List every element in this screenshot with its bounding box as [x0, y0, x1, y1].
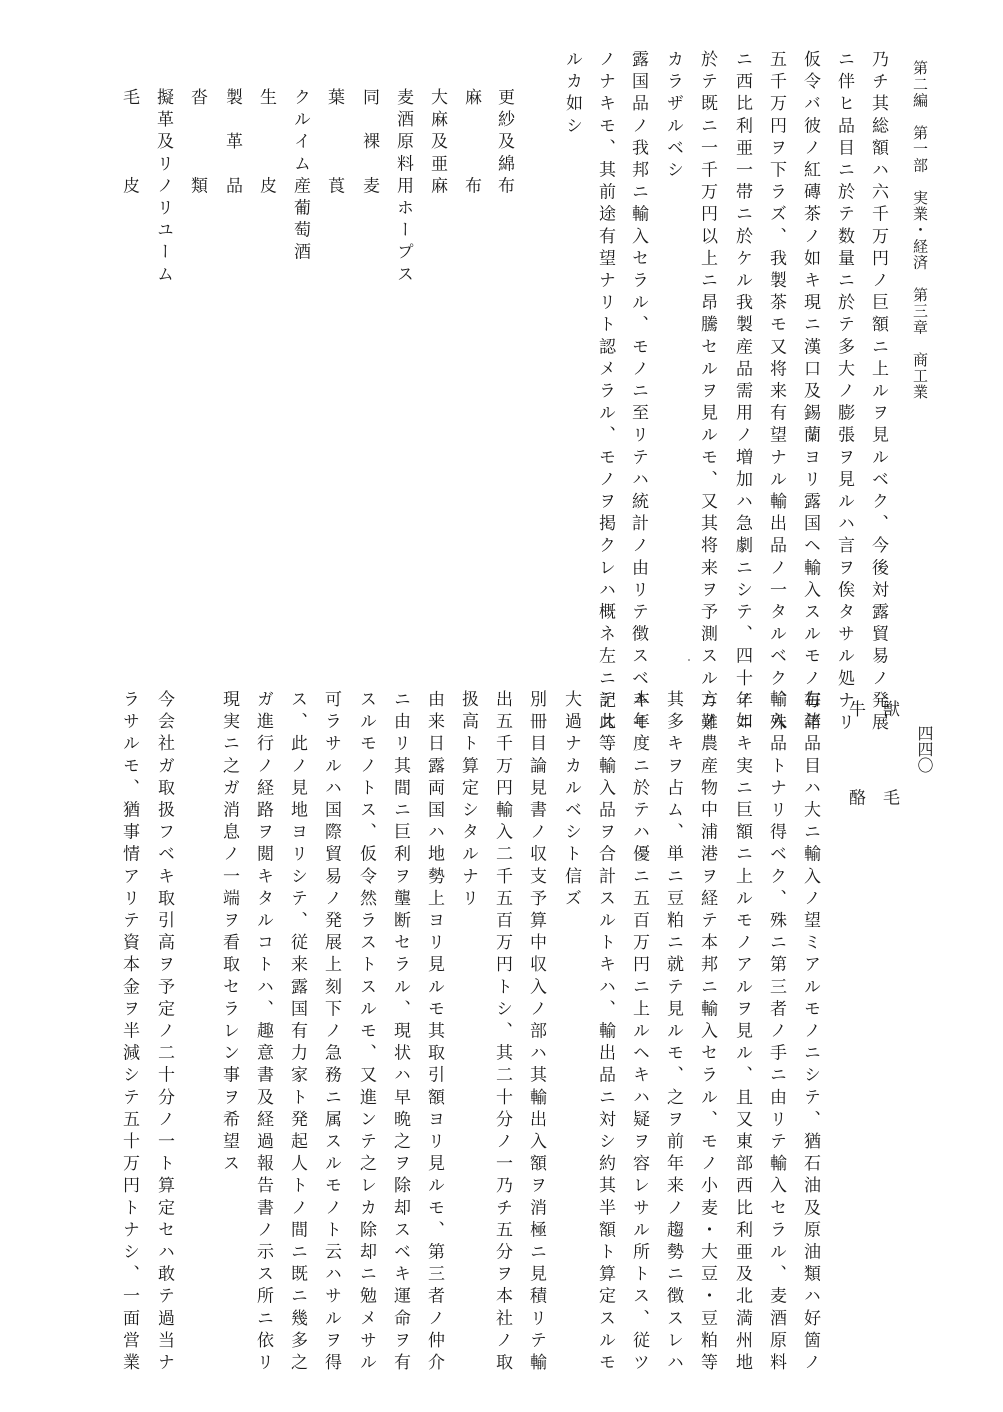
text-column: 五千万円ヲ下ラズ、我製茶モ又将来有望ナル輸出品ノ一タルベク、殊: [766, 50, 786, 736]
import-item: 同 裸 麦: [359, 88, 379, 199]
import-item: 生 皮: [256, 88, 276, 199]
text-column: テ此等輸入品ヲ合計スルトキハ、輸出品ニ対シ約其半額ト算定スルモ: [595, 690, 615, 1376]
text-column: 大過ナカルベシト信ズ: [561, 690, 581, 911]
text-column: ルカ如シ: [562, 50, 582, 139]
import-item: 獣 毛: [879, 700, 899, 811]
import-item: 麻 布: [461, 88, 481, 199]
text-column: 本年度ニ於テハ優ニ五百万円ニ上ルヘキハ疑ヲ容レサル所トス、従ツ: [629, 690, 649, 1376]
import-item: 更紗及綿布: [494, 88, 514, 199]
import-item: 葉 莨: [324, 88, 344, 199]
import-item: 沓 類: [187, 88, 207, 199]
running-header: [912, 60, 927, 400]
page-number: 四四〇: [915, 725, 934, 773]
import-item: 麦酒原料用ホープス: [393, 88, 413, 287]
text-column: 今会社ガ取扱フベキ取引高ヲ予定ノ二十分ノ一ト算定セハ敢テ過当ナ: [154, 690, 174, 1376]
import-item: 擬革及リノリユーム: [153, 88, 173, 287]
text-column: 右諸品目ハ大ニ輸入ノ望ミアルモノニシテ、猶石油及原油類ハ好箇ノ: [800, 690, 820, 1376]
import-item: 製 革 品: [222, 88, 242, 199]
text-column: 輸入品トナリ得ベク、殊ニ第三者ノ手ニ由リテ輸入セラル、麦酒原料: [766, 690, 786, 1376]
text-column: 別冊目論見書ノ収支予算中収入ノ部ハ其輸出入額ヲ消極ニ見積リテ輸: [526, 690, 546, 1376]
text-column: ニ西比利亜一帯ニ於ケル我製産品需用ノ増加ハ急劇ニシテ、四十年ニ: [732, 50, 752, 736]
text-column: 現実ニ之ガ消息ノ一端ヲ看取セラレン事ヲ希望ス: [219, 690, 239, 1177]
import-item: 毛 皮: [119, 88, 139, 199]
text-column: ノナキモ、其前途有望ナリト認メラル、モノヲ掲クレハ概ネ左ニ記ス: [595, 50, 615, 736]
text-column: 可ラサルハ国際貿易ノ発展上刻下ノ急務ニ属スルモノト云ハサルヲ得: [321, 690, 341, 1376]
text-column: 其多キヲ占ム、単ニ豆粕ニ就テ見ルモ、之ヲ前年来ノ趨勢ニ徴スレハ: [663, 690, 683, 1376]
text-column: ス、此ノ見地ヨリシテ、従来露国有力家ト発起人トノ間ニ既ニ幾多之: [287, 690, 307, 1376]
import-item: 牛 酪: [845, 700, 865, 811]
text-column: ニ伴ヒ品目ニ於テ数量ニ於テ多大ノ膨張ヲ見ルハ言ヲ俟タサル処ナリ: [834, 50, 854, 736]
text-column: 方ノ農産物中浦港ヲ経テ本邦ニ輸入セラル、モノ小麦・大豆・豆粕等: [697, 690, 717, 1376]
running-title: 第二編 第一部 実業・経済 第三章 商工業: [911, 60, 929, 401]
speck: [688, 659, 690, 661]
text-column: ノ如キ実ニ巨額ニ上ルモノアルヲ見ル、且又東部西比利亜及北満州地: [732, 690, 752, 1376]
text-column: 出五千万円輸入二千五百万円トシ、其二十分ノ一乃チ五分ヲ本社ノ取: [492, 690, 512, 1376]
text-column: 由来日露両国ハ地勢上ヨリ見ルモ其取引額ヨリ見ルモ、第三者ノ仲介: [424, 690, 444, 1376]
text-column: ニ由リ其間ニ巨利ヲ壟断セラル、現状ハ早晩之ヲ除却スベキ運命ヲ有: [390, 690, 410, 1376]
text-column: ラサルモ、猶事情アリテ資本金ヲ半減シテ五十万円トナシ、一面営業: [119, 690, 139, 1376]
import-item: クルイム産葡萄酒: [290, 88, 310, 265]
text-column: 乃チ其総額ハ六千万円ノ巨額ニ上ルヲ見ルベク、今後対露貿易ノ発展: [868, 50, 888, 736]
text-column: ガ進行ノ経路ヲ閲キタルコトハ、趣意書及経過報告書ノ示ス所ニ依リ: [253, 690, 273, 1376]
text-column: 露国品ノ我邦ニ輸入セラル、モノニ至リテハ統計ノ由リテ徴スベキモ: [628, 50, 648, 736]
text-column: スルモノトス、仮令然ラストスルモ、又進ンテ之レカ除却ニ勉メサル: [356, 690, 376, 1376]
text-column: 扱高ト算定シタルナリ: [458, 690, 478, 911]
text-column: カラザルベシ: [663, 50, 683, 183]
text-column: 仮令バ彼ノ紅磚茶ノ如キ現ニ漢口及錫蘭ヨリ露国ヘ輸入スルモノ毎年: [800, 50, 820, 736]
text-column: 於テ既ニ一千万円以上ニ昂騰セルヲ見ルモ、又其将来ヲ予測スルニ難: [697, 50, 717, 736]
import-item: 大麻及亜麻: [427, 88, 447, 199]
